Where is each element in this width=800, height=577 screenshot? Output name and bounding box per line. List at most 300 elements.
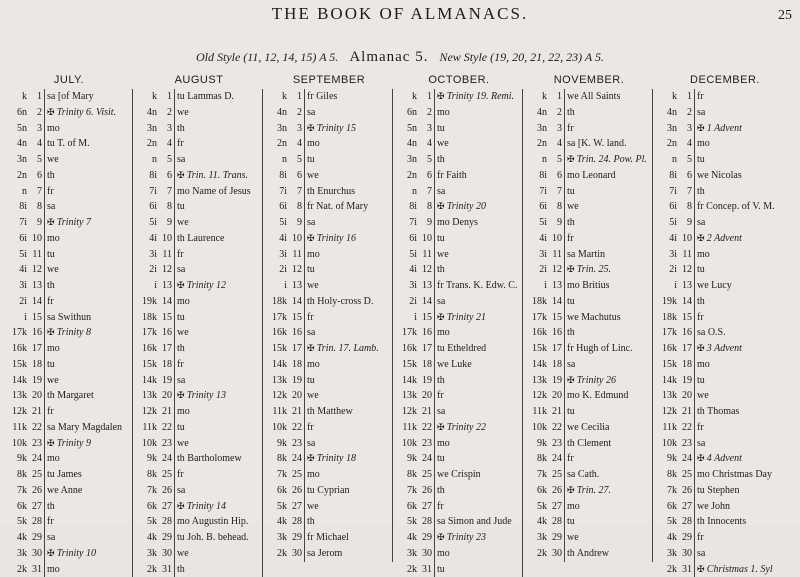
day-number: 29 xyxy=(679,530,695,546)
day-entry: fr Hugh of Linc. xyxy=(565,341,633,357)
dominical-letter: 16k xyxy=(655,341,679,357)
dominical-letter: 2i xyxy=(395,294,419,310)
day-number: 3 xyxy=(419,121,435,137)
day-row xyxy=(525,89,652,105)
day-row xyxy=(5,530,132,546)
dominical-letter: 3n xyxy=(655,121,679,137)
day-row xyxy=(265,231,392,247)
dominical-letter: 3k xyxy=(655,546,679,562)
day-entry: sa O.S. xyxy=(695,325,726,341)
day-number: 16 xyxy=(419,325,435,341)
day-number: 23 xyxy=(29,436,45,452)
day-row xyxy=(395,231,522,247)
day-row xyxy=(655,310,795,326)
dominical-letter: 8i xyxy=(395,199,419,215)
dominical-letter: 6i xyxy=(395,231,419,247)
day-entry: mo xyxy=(45,231,60,247)
day-row xyxy=(135,262,262,278)
day-entry: th xyxy=(305,514,315,530)
day-number: 16 xyxy=(159,325,175,341)
dominical-letter: 4k xyxy=(135,530,159,546)
day-number: 2 xyxy=(159,105,175,121)
dominical-letter: 2k xyxy=(135,562,159,577)
day-row xyxy=(135,483,262,499)
day-row xyxy=(525,152,652,168)
day-entry: fr xyxy=(305,420,314,436)
day-entry: tu xyxy=(695,262,705,278)
day-row xyxy=(525,436,652,452)
dominical-letter: 13k xyxy=(655,388,679,404)
day-entry: th xyxy=(175,341,185,357)
day-entry: sa Martin xyxy=(565,247,605,263)
day-entry: tu xyxy=(305,152,315,168)
day-row xyxy=(395,215,522,231)
dominical-letter: 11k xyxy=(265,404,289,420)
day-number: 18 xyxy=(29,357,45,373)
day-number: 15 xyxy=(549,310,565,326)
day-row xyxy=(525,105,652,121)
day-row xyxy=(265,325,392,341)
day-row xyxy=(135,404,262,420)
day-entry: th xyxy=(45,168,55,184)
day-number: 14 xyxy=(289,294,305,310)
day-number: 29 xyxy=(289,530,305,546)
day-number: 24 xyxy=(289,451,305,467)
day-entry: fr xyxy=(695,420,704,436)
day-entry: fr xyxy=(695,89,704,105)
day-entry: tu xyxy=(45,247,55,263)
day-entry: we xyxy=(435,136,449,152)
day-row xyxy=(395,184,522,200)
dominical-letter: 8k xyxy=(265,451,289,467)
day-number: 11 xyxy=(679,247,695,263)
day-entry: sa xyxy=(695,436,705,452)
dominical-letter: 3i xyxy=(5,278,29,294)
day-row xyxy=(135,294,262,310)
day-entry: fr xyxy=(305,310,314,326)
day-row xyxy=(395,152,522,168)
day-number: 11 xyxy=(289,247,305,263)
dominical-letter: 5k xyxy=(655,514,679,530)
day-number: 4 xyxy=(679,136,695,152)
day-entry: sa Cath. xyxy=(565,467,599,483)
dominical-letter: 17k xyxy=(135,325,159,341)
day-entry: fr xyxy=(565,231,574,247)
day-row xyxy=(655,341,795,357)
dominical-letter: 4k xyxy=(655,530,679,546)
day-number: 18 xyxy=(549,357,565,373)
dominical-letter: 4n xyxy=(265,105,289,121)
dominical-letter: 2i xyxy=(265,262,289,278)
day-row xyxy=(655,168,795,184)
dominical-letter: n xyxy=(265,152,289,168)
day-number: 18 xyxy=(679,357,695,373)
day-row xyxy=(655,562,795,577)
day-entry: we xyxy=(565,530,579,546)
month-column xyxy=(655,71,795,577)
day-entry: th xyxy=(435,152,445,168)
month-name: OCTOBER. xyxy=(395,71,523,89)
day-row xyxy=(655,89,795,105)
day-entry: tu xyxy=(435,231,445,247)
dominical-letter: 13k xyxy=(5,388,29,404)
dominical-letter: 10k xyxy=(5,436,29,452)
dominical-letter: 2n xyxy=(525,136,549,152)
day-entry: th Innocents xyxy=(695,514,746,530)
day-row xyxy=(265,152,392,168)
day-entry: tu xyxy=(565,514,575,530)
day-row xyxy=(135,420,262,436)
sunday-cross-icon: ✠ xyxy=(437,422,447,432)
day-rows xyxy=(265,89,393,562)
day-number: 27 xyxy=(29,499,45,515)
day-row xyxy=(655,373,795,389)
sunday-cross-icon: ✠ xyxy=(307,453,317,463)
day-entry: fr xyxy=(175,467,184,483)
day-entry: ✠ Christmas 1. Syl xyxy=(695,562,773,577)
day-rows xyxy=(5,89,133,577)
day-number: 28 xyxy=(159,514,175,530)
dominical-letter: 6k xyxy=(525,483,549,499)
day-number: 14 xyxy=(29,294,45,310)
day-row xyxy=(265,483,392,499)
day-row xyxy=(395,247,522,263)
day-row xyxy=(655,184,795,200)
day-number: 11 xyxy=(419,247,435,263)
day-entry: sa xyxy=(175,262,185,278)
day-row xyxy=(5,483,132,499)
day-entry: ✠ Trin. 11. Trans. xyxy=(175,168,248,184)
day-entry: sa xyxy=(435,294,445,310)
day-entry: ✠ Trin. 24. Pow. Pl. xyxy=(565,152,647,168)
day-entry: tu xyxy=(565,294,575,310)
day-number: 12 xyxy=(29,262,45,278)
day-entry: ✠ Trinity 15 xyxy=(305,121,356,137)
day-row xyxy=(655,357,795,373)
dominical-letter: 12k xyxy=(265,388,289,404)
dominical-letter: 9k xyxy=(655,451,679,467)
day-row xyxy=(395,530,522,546)
day-row xyxy=(655,451,795,467)
day-row xyxy=(525,341,652,357)
day-row xyxy=(5,121,132,137)
day-entry: ✠ Trinity 22 xyxy=(435,420,486,436)
day-number: 2 xyxy=(419,105,435,121)
day-row xyxy=(135,89,262,105)
day-row xyxy=(135,278,262,294)
day-rows xyxy=(135,89,263,577)
day-row xyxy=(265,294,392,310)
day-entry: ✠ Trinity 26 xyxy=(565,373,616,389)
day-entry: sa Simon and Jude xyxy=(435,514,512,530)
dominical-letter: 7i xyxy=(395,215,419,231)
day-row xyxy=(5,546,132,562)
day-row xyxy=(5,278,132,294)
dominical-letter: 18k xyxy=(655,310,679,326)
day-entry: we xyxy=(175,546,189,562)
day-number: 27 xyxy=(289,499,305,515)
day-row xyxy=(5,215,132,231)
day-row xyxy=(525,373,652,389)
day-entry: tu xyxy=(435,121,445,137)
day-number: 12 xyxy=(159,262,175,278)
day-entry: tu xyxy=(45,357,55,373)
day-entry: fr xyxy=(695,310,704,326)
dominical-letter: 17k xyxy=(5,325,29,341)
dominical-letter: 16k xyxy=(135,341,159,357)
day-number: 4 xyxy=(549,136,565,152)
dominical-letter: 3i xyxy=(395,278,419,294)
dominical-letter: n xyxy=(5,184,29,200)
sunday-cross-icon: ✠ xyxy=(307,343,317,353)
dominical-letter: 7k xyxy=(655,483,679,499)
day-number: 28 xyxy=(679,514,695,530)
dominical-letter: 15k xyxy=(655,357,679,373)
dominical-letter: 8k xyxy=(655,467,679,483)
dominical-letter: 3n xyxy=(525,121,549,137)
day-entry: th xyxy=(565,215,575,231)
dominical-letter: 5k xyxy=(135,514,159,530)
almanac-number: Almanac 5. xyxy=(349,49,428,65)
day-number: 1 xyxy=(289,89,305,105)
day-row xyxy=(525,546,652,562)
day-entry: we xyxy=(175,325,189,341)
dominical-letter: 3i xyxy=(525,247,549,263)
day-entry: ✠ Trinity 23 xyxy=(435,530,486,546)
day-row xyxy=(655,420,795,436)
day-entry: tu xyxy=(175,199,185,215)
month-column xyxy=(265,71,393,562)
day-number: 29 xyxy=(549,530,565,546)
day-entry: fr xyxy=(565,121,574,137)
day-number: 11 xyxy=(29,247,45,263)
day-number: 18 xyxy=(419,357,435,373)
day-number: 19 xyxy=(289,373,305,389)
day-row xyxy=(135,467,262,483)
dominical-letter: 6k xyxy=(395,499,419,515)
day-row xyxy=(135,514,262,530)
day-row xyxy=(265,215,392,231)
day-entry: tu xyxy=(175,310,185,326)
dominical-letter: 4n xyxy=(655,105,679,121)
sunday-cross-icon: ✠ xyxy=(697,453,707,463)
day-entry: fr xyxy=(175,357,184,373)
dominical-letter: 5i xyxy=(525,215,549,231)
day-number: 4 xyxy=(289,136,305,152)
dominical-letter: 2i xyxy=(135,262,159,278)
day-number: 13 xyxy=(419,278,435,294)
sunday-cross-icon: ✠ xyxy=(47,217,57,227)
day-row xyxy=(525,530,652,546)
dominical-letter: k xyxy=(655,89,679,105)
day-number: 19 xyxy=(159,373,175,389)
day-row xyxy=(395,199,522,215)
day-row xyxy=(525,388,652,404)
day-row xyxy=(395,168,522,184)
dominical-letter: 13k xyxy=(525,373,549,389)
day-row xyxy=(655,152,795,168)
day-number: 25 xyxy=(159,467,175,483)
day-number: 25 xyxy=(29,467,45,483)
dominical-letter: 5i xyxy=(5,247,29,263)
day-number: 12 xyxy=(549,262,565,278)
day-row xyxy=(5,373,132,389)
day-row xyxy=(135,325,262,341)
sunday-cross-icon: ✠ xyxy=(47,438,57,448)
day-entry: fr Michael xyxy=(305,530,349,546)
day-row xyxy=(525,404,652,420)
day-row xyxy=(655,436,795,452)
day-row xyxy=(135,215,262,231)
dominical-letter: 9k xyxy=(265,436,289,452)
day-row xyxy=(395,278,522,294)
day-entry: mo xyxy=(435,105,450,121)
day-row xyxy=(265,530,392,546)
day-number: 31 xyxy=(679,562,695,577)
dominical-letter: 3i xyxy=(135,247,159,263)
day-row xyxy=(135,247,262,263)
dominical-letter: 2i xyxy=(655,262,679,278)
day-rows xyxy=(525,89,653,562)
day-entry: sa xyxy=(695,105,705,121)
day-row xyxy=(265,262,392,278)
dominical-letter: n xyxy=(135,152,159,168)
day-entry: sa xyxy=(305,325,315,341)
day-number: 1 xyxy=(29,89,45,105)
day-row xyxy=(655,294,795,310)
day-entry: ✠ Trinity 19. Remi. xyxy=(435,89,514,105)
day-row xyxy=(5,136,132,152)
day-entry: mo xyxy=(305,247,320,263)
day-row xyxy=(265,357,392,373)
day-number: 6 xyxy=(419,168,435,184)
dominical-letter: i xyxy=(525,278,549,294)
day-entry: th xyxy=(435,373,445,389)
dominical-letter: 2n xyxy=(265,136,289,152)
day-entry: we xyxy=(305,499,319,515)
day-entry: mo xyxy=(305,357,320,373)
day-row xyxy=(5,404,132,420)
day-row xyxy=(395,514,522,530)
day-number: 9 xyxy=(289,215,305,231)
day-number: 9 xyxy=(29,215,45,231)
dominical-letter: 2n xyxy=(5,168,29,184)
dominical-letter: 4n xyxy=(5,136,29,152)
day-number: 26 xyxy=(159,483,175,499)
day-entry: we Lucy xyxy=(695,278,732,294)
day-number: 29 xyxy=(29,530,45,546)
day-number: 6 xyxy=(289,168,305,184)
day-entry: mo xyxy=(45,451,60,467)
day-row xyxy=(265,467,392,483)
day-row xyxy=(265,388,392,404)
day-entry: fr xyxy=(565,451,574,467)
sunday-cross-icon: ✠ xyxy=(437,201,447,211)
day-entry: tu James xyxy=(45,467,82,483)
day-entry: mo xyxy=(435,325,450,341)
day-row xyxy=(135,105,262,121)
day-row xyxy=(395,373,522,389)
day-row xyxy=(135,562,262,577)
day-entry: we John xyxy=(695,499,730,515)
day-number: 22 xyxy=(289,420,305,436)
sunday-cross-icon: ✠ xyxy=(47,107,57,117)
dominical-letter: 5i xyxy=(135,215,159,231)
day-entry: th Matthew xyxy=(305,404,353,420)
day-row xyxy=(655,247,795,263)
day-entry: ✠ 1 Advent xyxy=(695,121,742,137)
dominical-letter: 2k xyxy=(5,562,29,577)
day-number: 28 xyxy=(289,514,305,530)
day-row xyxy=(135,530,262,546)
day-number: 23 xyxy=(679,436,695,452)
day-number: 7 xyxy=(29,184,45,200)
day-row xyxy=(265,451,392,467)
dominical-letter: k xyxy=(135,89,159,105)
dominical-letter: 19k xyxy=(655,294,679,310)
day-number: 1 xyxy=(159,89,175,105)
day-number: 2 xyxy=(289,105,305,121)
day-number: 5 xyxy=(679,152,695,168)
day-number: 25 xyxy=(419,467,435,483)
day-row xyxy=(135,388,262,404)
day-row xyxy=(5,514,132,530)
day-number: 27 xyxy=(679,499,695,515)
day-entry: th xyxy=(695,184,705,200)
day-row xyxy=(395,325,522,341)
sunday-cross-icon: ✠ xyxy=(177,170,187,180)
dominical-letter: 4i xyxy=(395,262,419,278)
day-entry: fr xyxy=(435,499,444,515)
dominical-letter: 11k xyxy=(135,420,159,436)
day-entry: tu xyxy=(695,373,705,389)
day-number: 26 xyxy=(289,483,305,499)
day-entry: sa xyxy=(435,184,445,200)
day-row xyxy=(5,184,132,200)
day-number: 22 xyxy=(679,420,695,436)
dominical-letter: 11k xyxy=(5,420,29,436)
day-row xyxy=(135,436,262,452)
dominical-letter: 14k xyxy=(395,373,419,389)
dominical-letter: 17k xyxy=(265,310,289,326)
dominical-letter: 9k xyxy=(5,451,29,467)
day-entry: we xyxy=(305,278,319,294)
dominical-letter: i xyxy=(5,310,29,326)
dominical-letter: 7i xyxy=(135,184,159,200)
day-row xyxy=(265,105,392,121)
dominical-letter: 16k xyxy=(265,325,289,341)
day-entry: th xyxy=(565,325,575,341)
dominical-letter: 12k xyxy=(655,404,679,420)
day-number: 13 xyxy=(679,278,695,294)
dominical-letter: 4n xyxy=(135,105,159,121)
day-number: 7 xyxy=(549,184,565,200)
day-row xyxy=(655,231,795,247)
day-number: 8 xyxy=(289,199,305,215)
day-entry: mo xyxy=(175,294,190,310)
month-name: DECEMBER. xyxy=(655,71,795,89)
dominical-letter: 9k xyxy=(525,436,549,452)
dominical-letter: k xyxy=(265,89,289,105)
day-entry: th xyxy=(565,105,575,121)
dominical-letter: 7k xyxy=(395,483,419,499)
dominical-letter: 10k xyxy=(525,420,549,436)
day-number: 14 xyxy=(159,294,175,310)
sunday-cross-icon: ✠ xyxy=(567,154,577,164)
sunday-cross-icon: ✠ xyxy=(697,123,707,133)
day-entry: fr Concep. of V. M. xyxy=(695,199,775,215)
day-row xyxy=(5,247,132,263)
